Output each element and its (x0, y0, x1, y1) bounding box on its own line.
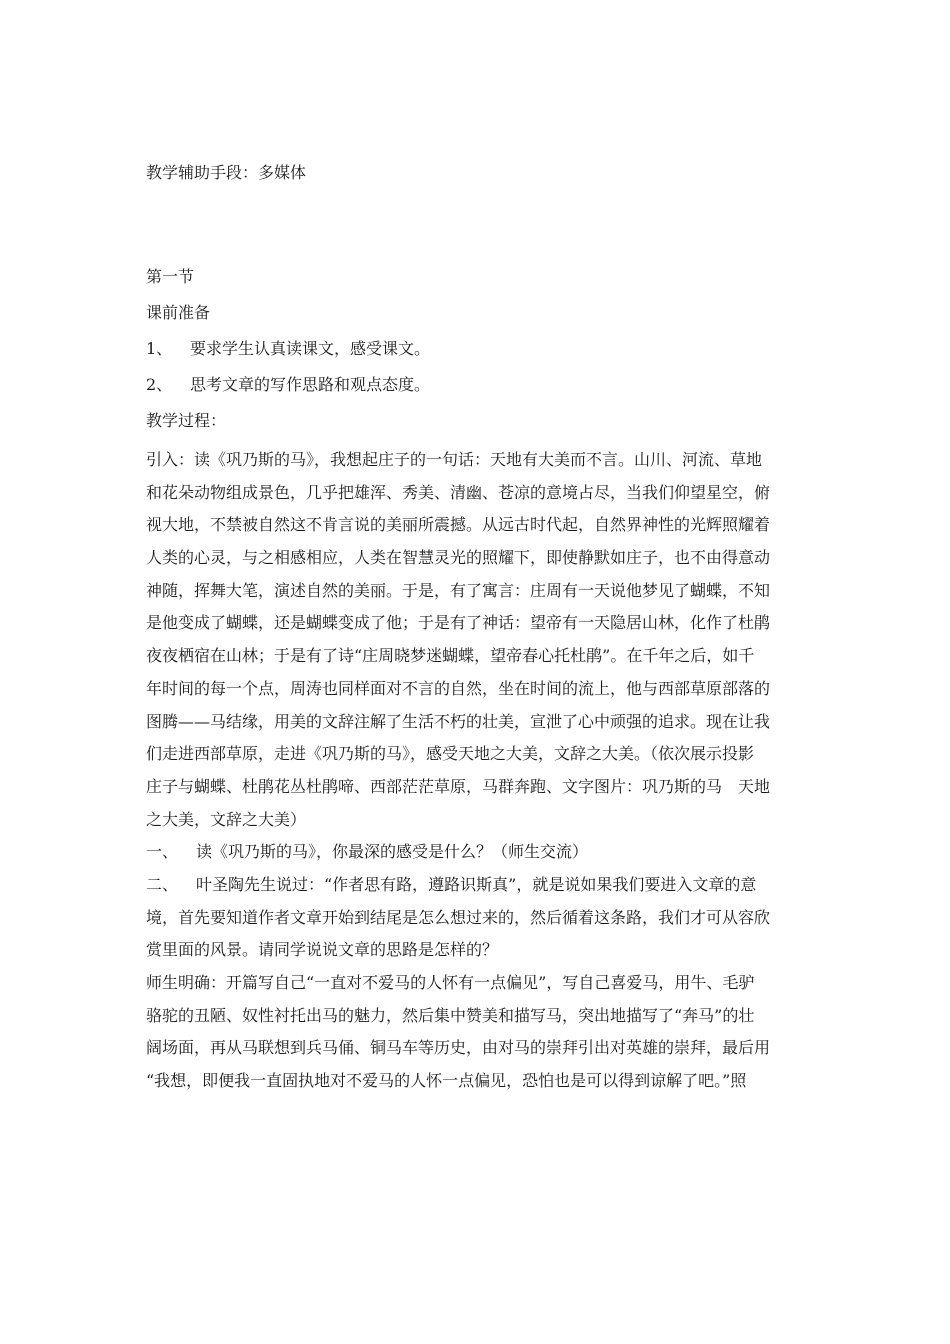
prep-item (146, 372, 810, 408)
spacer (146, 196, 810, 264)
intro-line: 是他变成了蝴蝶，还是蝴蝶变成了他；于是有了神话：望帝有一天隐居山林，化作了杜鹃 (146, 613, 771, 633)
section-heading: 第一节 (146, 267, 195, 286)
question-one-line (146, 836, 810, 869)
answer-paragraph (146, 967, 810, 1098)
intro-line: 人类的心灵，与之相感相应，人类在智慧灵光的照耀下，即使静默如庄子，也不由得意动 (146, 548, 771, 568)
prep-item-text: 要求学生认真读课文，感受课文。 (190, 339, 431, 358)
question-two (146, 869, 810, 967)
intro-line: 引入：读《巩乃斯的马》，我想起庄子的一句话：天地有大美而不言。山川、河流、草地 (146, 450, 763, 469)
intro-line: 视大地，不禁被自然这不肯言说的美丽所震撼。从远古时代起，自然界神性的光辉照耀着 (146, 515, 771, 535)
intro-line: 图腾——马结缘，用美的文辞注解了生活不朽的壮美，宣泄了心中顽强的追求。现在让我 (146, 711, 771, 731)
intro-line: 年时间的每一个点，周涛也同样面对不言的自然，坐在时间的流上，他与西部草原部落的 (146, 678, 771, 698)
question-one-number: 一、 (146, 842, 179, 862)
question-two-text: 叶圣陶先生说过：“作者思有路，遵路识斯真”，就是说如果我们要进入文章的意 (196, 874, 757, 894)
answer-line: 阔场面，再从马联想到兵马俑、铜马车等历史，由对马的崇拜引出对英雄的崇拜，最后用 (146, 1038, 771, 1058)
prep-item-text: 思考文章的写作思路和观点态度。 (190, 375, 431, 394)
question-two-number: 二、 (146, 874, 179, 894)
question-one-text: 读《巩乃斯的马》，你最深的感受是什么？（师生交流） (196, 842, 589, 862)
intro-line: 庄子与蝴蝶、杜鹃花丛杜鹃啼、西部茫茫草原，马群奔跑、文字图片：巩乃斯的马 天地 (146, 776, 771, 796)
intro-line: 之大美，文辞之大美） (146, 809, 307, 829)
question-two-line: 赏里面的风景。请同学说说文章的思路是怎样的？ (146, 940, 499, 960)
answer-line: 骆驼的丑陋、奴性衬托出马的魅力，然后集中赞美和描写马，突出地描写了“奔马”的壮 (146, 1005, 755, 1025)
question-two-line: 境，首先要知道作者文章开始到结尾是怎么想过来的，然后循着这条路，我们才可从容欣 (146, 907, 771, 927)
prep-item-number: 1、 (146, 339, 173, 358)
intro-line: 神随，挥舞大笔，演述自然的美丽。于是，有了寓言：庄周有一天说他梦见了蝴蝶，不知 (146, 580, 771, 600)
intro-line: 们走进西部草原，走进《巩乃斯的马》，感受天地之大美，文辞之大美。（依次展示投影 (146, 744, 755, 764)
question-one (146, 836, 810, 869)
answer-line: “我想，即便我一直固执地对不爱马的人怀一点偏见，恐怕也是可以得到谅解了吧。”照 (146, 1071, 747, 1091)
aux-means-line: 教学辅助手段：多媒体 (146, 163, 307, 182)
process-heading: 教学过程： (146, 411, 227, 430)
document-page (146, 160, 810, 1098)
question-two-first-line (146, 869, 810, 902)
intro-line: 和花朵动物组成景色，几乎把雄浑、秀美、清幽、苍凉的意境占尽，当我们仰望星空，俯 (146, 482, 771, 502)
intro-line: 夜夜栖宿在山林；于是有了诗“庄周晓梦迷蝴蝶，望帝春心托杜鹃”。在千年之后，如千 (146, 646, 755, 666)
answer-line: 师生明确：开篇写自己“一直对不爱马的人怀有一点偏见”，写自己喜爱马，用牛、毛驴 (146, 973, 755, 992)
prep-item (146, 336, 810, 372)
prep-heading: 课前准备 (146, 303, 211, 322)
intro-paragraph (146, 444, 810, 836)
prep-item-number: 2、 (146, 375, 173, 394)
